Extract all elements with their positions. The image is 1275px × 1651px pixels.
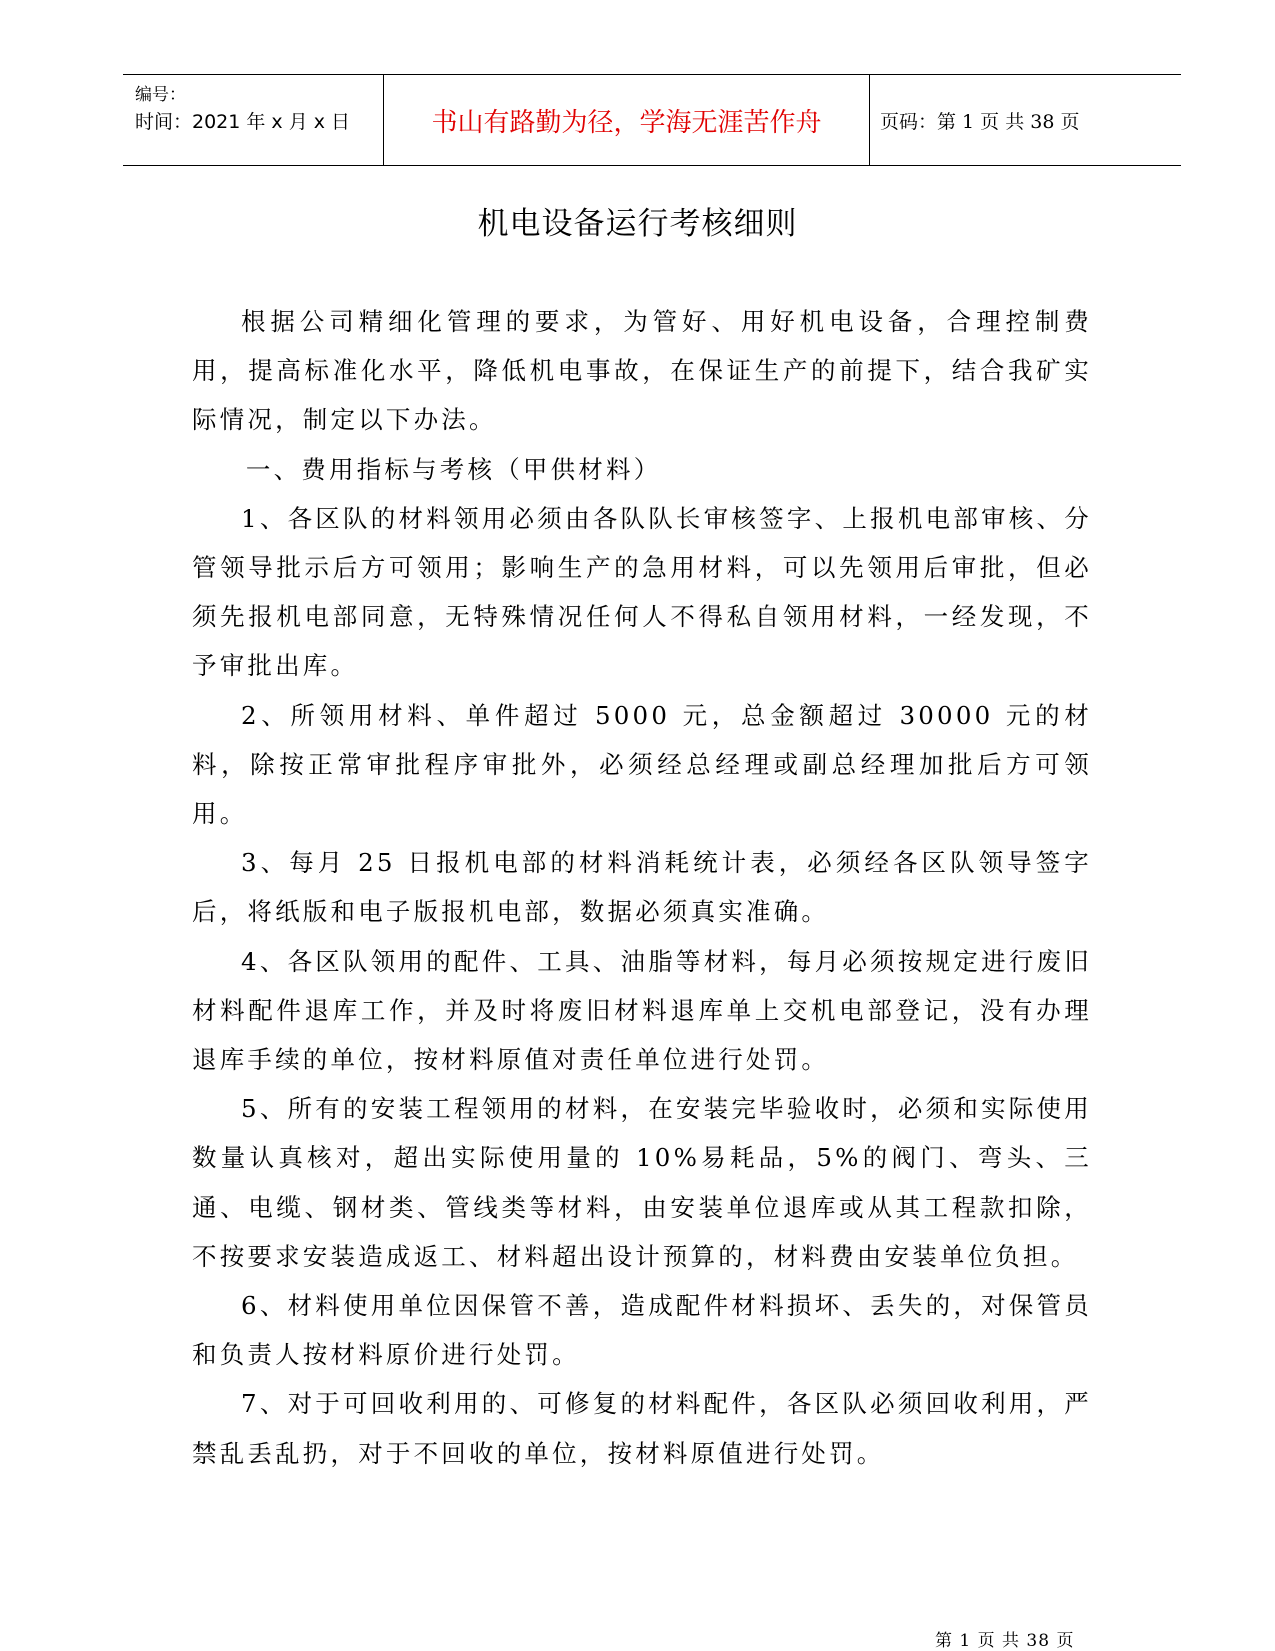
date-text: 时间：2021 年 x 月 x 日 [135,111,351,133]
page-info-text: 页码：第 1 页 共 38 页 [880,110,1080,133]
section-heading: 一、费用指标与考核（甲供材料） [245,454,662,484]
motto-text: 书山有路勤为径，学海无涯苦作舟 [431,107,822,138]
serial-number-label: 编号： [135,85,186,105]
document-header [123,74,1181,166]
intro-paragraph: 根据公司精细化管理的要求，为管好、用好机电设备，合理控制费用，提高标准化水平，降低机电事故，在保证生产的前提下，结合我矿实际情况，制定以下办法。 [192,307,1092,435]
header-left-cell [123,75,384,165]
header-page-cell [870,75,1181,165]
rule-paragraph-3: 3、每月 25 日报机电部的材料消耗统计表，必须经各区队领导签字后，将纸版和电子版报机电部，数据必须真实准确。 [192,848,1092,927]
rule-paragraph-6: 6、材料使用单位因保管不善，造成配件材料损坏、丢失的，对保管员和负责人按材料原价进行处罚。 [192,1291,1092,1370]
rule-paragraph-2: 2、所领用材料、单件超过 5000 元，总金额超过 30000 元的材料，除按正常审批程序审批外，必须经总经理或副总经理加批后方可领用。 [192,700,1092,829]
rule-paragraph-5: 5、所有的安装工程领用的材料，在安装完毕验收时，必须和实际使用数量认真核对，超出实际使用量的 10%易耗品，5%的阀门、弯头、三通、电缆、钢材类、管线类等材料，由安装单位退库或从其工程款扣除，不按要求安装造成返工、材料超出设计预算的，材料费由安装单位负担。 [192,1094,1092,1271]
document-body [192,297,1092,1478]
rule-paragraph-7: 7、对于可回收利用的、可修复的材料配件，各区队必须回收利用，严禁乱丢乱扔，对于不回收的单位，按材料原值进行处罚。 [192,1389,1092,1468]
rule-paragraph-1: 1、各区队的材料领用必须由各队队长审核签字、上报机电部审核、分管领导批示后方可领用；影响生产的急用材料，可以先领用后审批，但必须先报机电部同意，无特殊情况任何人不得私自领用材料，一经发现，不予审批出库。 [192,503,1092,681]
header-motto-cell [384,75,870,165]
document-title: 机电设备运行考核细则 [477,206,798,242]
page-footer: 第 1 页 共 38 页 [935,1631,1075,1651]
rule-paragraph-4: 4、各区队领用的配件、工具、油脂等材料，每月必须按规定进行废旧材料配件退库工作，并及时将废旧材料退库单上交机电部登记，没有办理退库手续的单位，按材料原值对责任单位进行处罚。 [192,946,1092,1075]
